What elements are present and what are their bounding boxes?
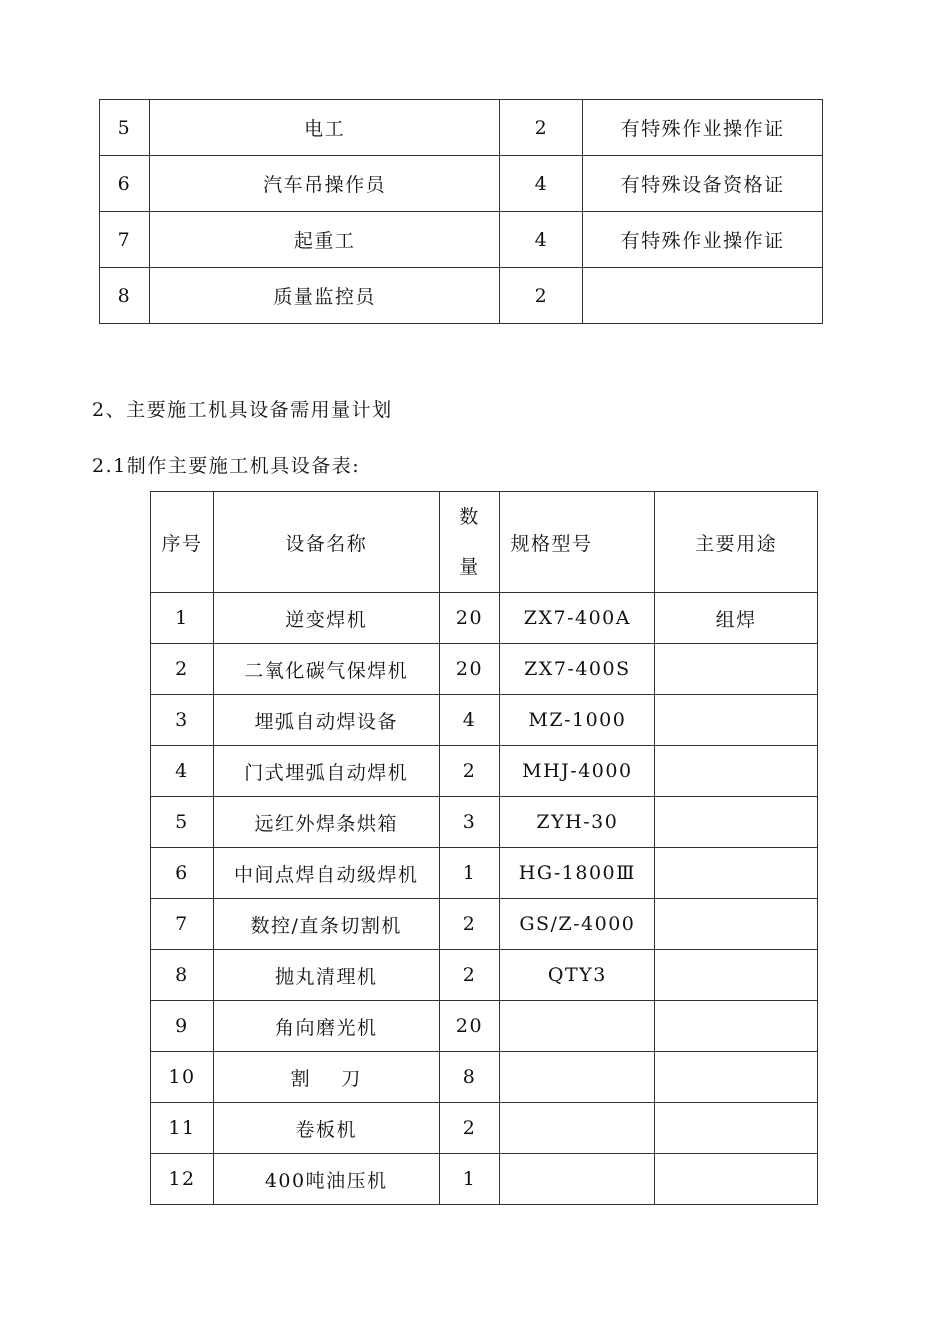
equipment-model: MHJ-4000	[500, 746, 655, 797]
header-model: 规格型号	[500, 492, 655, 593]
equipment-use	[655, 644, 818, 695]
row-number: 5	[151, 797, 214, 848]
equipment-qty: 2	[439, 950, 500, 1001]
equipment-use	[655, 797, 818, 848]
equipment-name: 角向磨光机	[213, 1001, 439, 1052]
equipment-qty: 3	[439, 797, 500, 848]
row-number: 3	[151, 695, 214, 746]
equipment-qty: 1	[439, 848, 500, 899]
equipment-model	[500, 1103, 655, 1154]
role-cell: 汽车吊操作员	[149, 156, 499, 212]
table-row	[100, 212, 823, 268]
table-row	[100, 156, 823, 212]
equipment-model: QTY3	[500, 950, 655, 1001]
equipment-use	[655, 1154, 818, 1205]
note-cell: 有特殊作业操作证	[583, 100, 823, 156]
personnel-table	[99, 99, 823, 324]
role-cell: 质量监控员	[149, 268, 499, 324]
note-cell: 有特殊设备资格证	[583, 156, 823, 212]
header-use: 主要用途	[655, 492, 818, 593]
equipment-qty: 8	[439, 1052, 500, 1103]
equipment-qty: 2	[439, 899, 500, 950]
note-cell: 有特殊作业操作证	[583, 212, 823, 268]
equipment-name: 二氧化碳气保焊机	[213, 644, 439, 695]
header-name: 设备名称	[213, 492, 439, 593]
equipment-use: 组焊	[655, 593, 818, 644]
equipment-name: 400吨油压机	[213, 1154, 439, 1205]
table-row	[151, 593, 818, 644]
equipment-qty: 2	[439, 1103, 500, 1154]
role-cell: 电工	[149, 100, 499, 156]
row-number: 1	[151, 593, 214, 644]
header-qty-line2: 量	[459, 556, 480, 578]
equipment-model: MZ-1000	[500, 695, 655, 746]
row-number: 5	[100, 100, 150, 156]
table-row	[151, 1052, 818, 1103]
equipment-qty: 2	[439, 746, 500, 797]
row-number: 10	[151, 1052, 214, 1103]
equipment-model: ZYH-30	[500, 797, 655, 848]
table-header-row	[151, 492, 818, 593]
equipment-use	[655, 695, 818, 746]
equipment-model: ZX7-400S	[500, 644, 655, 695]
row-number: 6	[100, 156, 150, 212]
equipment-qty: 4	[439, 695, 500, 746]
table-row	[151, 1001, 818, 1052]
equipment-use	[655, 1052, 818, 1103]
equipment-model: ZX7-400A	[500, 593, 655, 644]
equipment-name: 逆变焊机	[213, 593, 439, 644]
equipment-model: HG-1800Ⅲ	[500, 848, 655, 899]
row-number: 12	[151, 1154, 214, 1205]
count-cell: 4	[500, 212, 583, 268]
table-row	[151, 1103, 818, 1154]
section-heading: 2、主要施工机具设备需用量计划	[92, 399, 393, 421]
equipment-name: 中间点焊自动级焊机	[213, 848, 439, 899]
equipment-name: 割 刀	[213, 1052, 439, 1103]
row-number: 4	[151, 746, 214, 797]
equipment-qty: 1	[439, 1154, 500, 1205]
equipment-name: 门式埋弧自动焊机	[213, 746, 439, 797]
equipment-qty: 20	[439, 1001, 500, 1052]
count-cell: 2	[500, 100, 583, 156]
equipment-model: GS/Z-4000	[500, 899, 655, 950]
count-cell: 4	[500, 156, 583, 212]
equipment-use	[655, 899, 818, 950]
table-row	[151, 848, 818, 899]
equipment-use	[655, 1103, 818, 1154]
count-cell: 2	[500, 268, 583, 324]
equipment-name: 卷板机	[213, 1103, 439, 1154]
equipment-model	[500, 1052, 655, 1103]
equipment-name: 埋弧自动焊设备	[213, 695, 439, 746]
equipment-use	[655, 746, 818, 797]
equipment-name: 远红外焊条烘箱	[213, 797, 439, 848]
table-row	[100, 268, 823, 324]
header-qty-line1: 数	[459, 506, 480, 528]
row-number: 7	[151, 899, 214, 950]
equipment-qty: 20	[439, 644, 500, 695]
table-row	[151, 1154, 818, 1205]
equipment-qty: 20	[439, 593, 500, 644]
table-row	[151, 950, 818, 1001]
role-cell: 起重工	[149, 212, 499, 268]
equipment-use	[655, 1001, 818, 1052]
equipment-table	[150, 491, 818, 1205]
note-cell	[583, 268, 823, 324]
row-number: 8	[151, 950, 214, 1001]
table-row	[100, 100, 823, 156]
table-row	[151, 695, 818, 746]
table-row	[151, 746, 818, 797]
subsection-heading: 2.1制作主要施工机具设备表:	[92, 455, 361, 477]
header-no: 序号	[151, 492, 214, 593]
table-row	[151, 797, 818, 848]
equipment-use	[655, 950, 818, 1001]
header-qty	[439, 492, 500, 593]
equipment-use	[655, 848, 818, 899]
equipment-name: 数控/直条切割机	[213, 899, 439, 950]
row-number: 8	[100, 268, 150, 324]
equipment-model	[500, 1001, 655, 1052]
table-row	[151, 899, 818, 950]
row-number: 6	[151, 848, 214, 899]
equipment-model	[500, 1154, 655, 1205]
equipment-name: 抛丸清理机	[213, 950, 439, 1001]
table-row	[151, 644, 818, 695]
row-number: 11	[151, 1103, 214, 1154]
row-number: 7	[100, 212, 150, 268]
row-number: 9	[151, 1001, 214, 1052]
row-number: 2	[151, 644, 214, 695]
